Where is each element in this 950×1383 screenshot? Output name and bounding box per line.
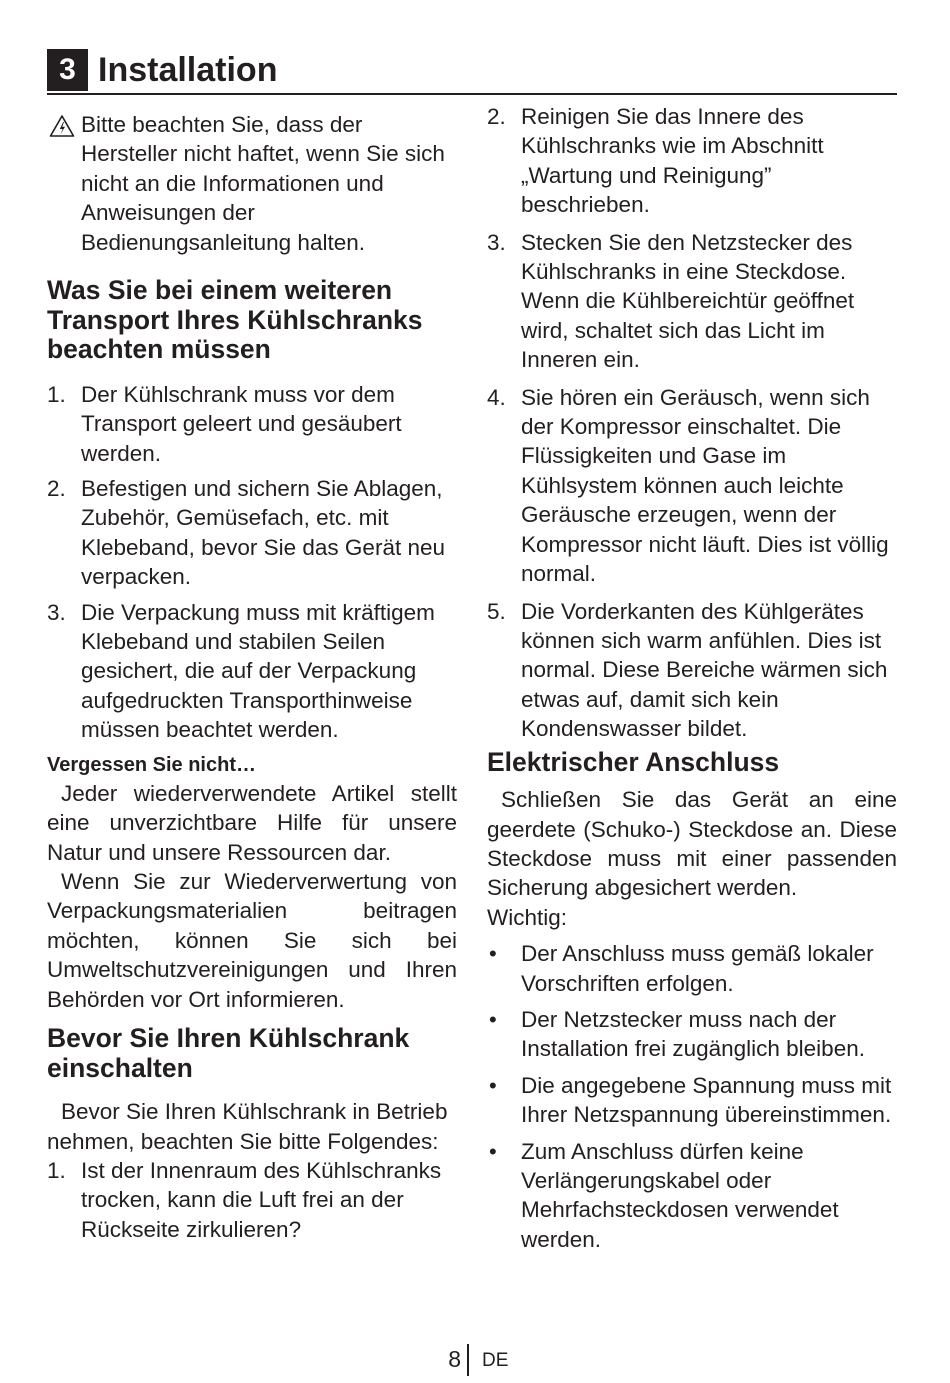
chapter-header <box>47 49 897 95</box>
page-footer <box>0 1344 950 1378</box>
chapter-title: Installation <box>98 51 278 89</box>
list-item <box>47 1156 457 1244</box>
page-number: 8 <box>448 1346 461 1372</box>
bullet-text: Die angegebene Spannung muss mit Ihrer Netzspannung übereinstimmen. <box>521 1072 892 1128</box>
bullet-text: Der Netzstecker muss nach der Installation frei zugänglich bleiben. <box>521 1006 865 1062</box>
list-item <box>47 380 457 468</box>
bullet-text: Der Anschluss muss gemäß lokaler Vorschriften erfolgen. <box>521 941 874 996</box>
transport-list <box>47 380 457 745</box>
list-item-number: 5. <box>487 598 506 624</box>
before-list-continued <box>487 102 897 744</box>
electric-heading: Elektrischer Anschluss <box>487 746 780 777</box>
list-item-number: 4. <box>487 384 506 410</box>
list-item-text: Sie hören ein Geräusch, wenn sich der Kompressor einschaltet. Die Flüssigkeiten und Gase im Kühlsystem können auch leichte Geräusche erzeugen, wenn der Kompressor nicht läuft. Dies ist völlig normal. <box>521 384 889 587</box>
list-item <box>47 598 457 745</box>
warning-triangle-icon <box>49 114 75 138</box>
list-item <box>487 102 897 220</box>
list-item-text: Ist der Innenraum des Kühlschranks trocken, kann die Luft frei an der Rückseite zirkulieren? <box>81 1157 442 1242</box>
forget-heading: Vergessen Sie nicht… <box>47 753 256 776</box>
list-item-number: 3. <box>47 599 66 625</box>
bullet-marker: • <box>489 1006 497 1032</box>
left-column <box>47 106 457 1244</box>
list-item-text: Befestigen und sichern Sie Ablagen, Zubehör, Gemüsefach, etc. mit Klebeband, bevor Sie das Gerät neu verpacken. <box>81 476 445 590</box>
list-item-number: 1. <box>47 381 66 407</box>
bullet-marker: • <box>489 941 497 967</box>
list-item <box>487 383 897 589</box>
list-item-text: Reinigen Sie das Innere des Kühlschranks wie im Abschnitt „Wartung und Reinigung” beschrieben. <box>521 104 824 218</box>
important-label: Wichtig: <box>487 904 568 930</box>
bullet-text: Zum Anschluss dürfen keine Verlängerungskabel oder Mehrfachsteckdosen verwendet werden. <box>521 1138 839 1252</box>
electric-bullet-list <box>487 939 897 1254</box>
list-item <box>487 597 897 744</box>
before-list-start <box>47 1156 457 1244</box>
warning-note <box>47 110 457 257</box>
bullet-item <box>487 1005 897 1064</box>
list-item-text: Stecken Sie den Netzstecker des Kühlschranks in eine Steckdose. Wenn die Kühlbereichtür geöffnet wird, schaltet sich das Licht im Inneren ein. <box>521 229 855 373</box>
chapter-number: 3 <box>47 49 88 91</box>
list-item-number: 2. <box>47 476 66 502</box>
warning-text: Bitte beachten Sie, dass der Hersteller nicht haftet, wenn Sie sich nicht an die Informationen und Anweisungen der Bedienungsanleitung halten. <box>81 112 445 255</box>
list-item-number: 2. <box>487 104 506 129</box>
list-item-text: Die Vorderkanten des Kühlgerätes können sich warm anfühlen. Dies ist normal. Diese Bereiche wärmen sich etwas auf, damit sich kein Kondenswasser bildet. <box>521 598 888 742</box>
electric-paragraph: Schließen Sie das Gerät an eine geerdete (Schuko-) Steckdose an. Diese Steckdose muss mit einer passenden Sicherung abgesichert werden. <box>487 787 897 901</box>
list-item-number: 1. <box>47 1157 66 1183</box>
bullet-marker: • <box>489 1072 497 1098</box>
list-item-text: Die Verpackung muss mit kräftigem Klebeband und stabilen Seilen gesichert, die auf der Verpackung aufgedruckten Transporthinweise müssen beachtet werden. <box>81 599 435 743</box>
forget-paragraph-1: Jeder wiederverwendete Artikel stellt eine unverzichtbare Hilfe für unsere Natur und unsere Ressourcen dar. <box>47 780 457 865</box>
before-heading: Bevor Sie Ihren Kühlschrank einschalten <box>47 1022 410 1083</box>
list-item-text: Der Kühlschrank muss vor dem Transport geleert und gesäubert werden. <box>81 381 402 466</box>
footer-separator <box>467 1344 469 1376</box>
list-item <box>487 228 897 375</box>
bullet-item <box>487 939 897 998</box>
list-item <box>47 474 457 592</box>
right-column <box>487 102 897 1254</box>
bullet-item <box>487 1071 897 1130</box>
language-code: DE <box>482 1350 509 1371</box>
before-intro: Bevor Sie Ihren Kühlschrank in Betrieb nehmen, beachten Sie bitte Folgendes: <box>47 1099 448 1154</box>
forget-paragraph-2: Wenn Sie zur Wiederverwertung von Verpackungsmaterialien beitragen möchten, können Sie sich bei Umweltschutzvereinigungen und Ihren Behörden vor Ort informieren. <box>47 868 457 1012</box>
bullet-marker: • <box>489 1138 497 1164</box>
transport-heading: Was Sie bei einem weiteren Transport Ihres Kühlschranks beachten müssen <box>47 275 423 365</box>
bullet-item <box>487 1137 897 1255</box>
list-item-number: 3. <box>487 229 506 255</box>
